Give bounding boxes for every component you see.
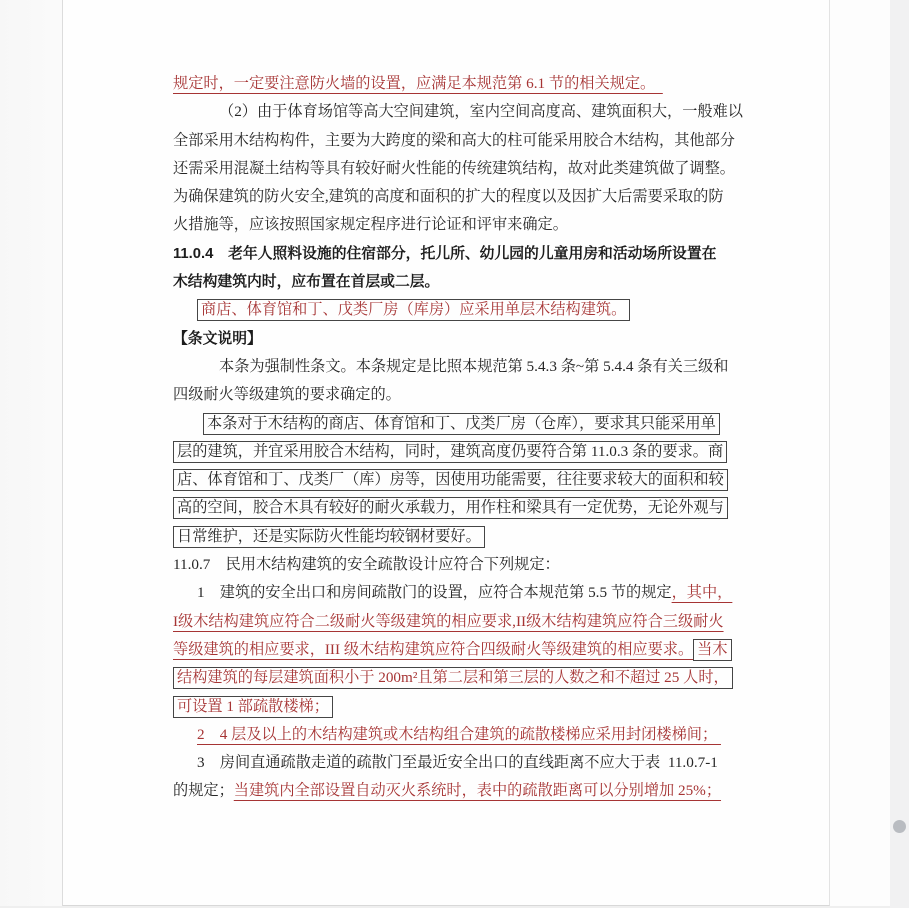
doc-line	[173, 749, 745, 777]
scrollbar-thumb[interactable]	[893, 820, 906, 833]
body-text-segment: 层的建筑，并宜采用胶合木结构，同时，建筑高度仍要符合第 11.0.3 条的要求。商	[173, 441, 727, 463]
body-text-segment: 店、体育馆和丁、戊类厂（库）房等，因使用功能需要，往往要求较大的面积和较	[173, 469, 728, 491]
body-text-segment: 本条为强制性条文。本条规定是比照本规范第 5.4.3 条~第 5.4.4 条有关三级和	[219, 357, 729, 375]
revision-text-segment: 2 4 层及以上的木结构建筑或木结构组合建筑的疏散楼梯应采用封闭楼梯间；	[197, 725, 721, 743]
revision-text-segment: 规定时，一定要注意防火墙的设置，应满足本规范第 6.1 节的相关规定。	[173, 75, 663, 92]
doc-line	[173, 636, 745, 664]
body-text-segment: 【条文说明】	[173, 330, 262, 347]
body-text-segment: 高的空间，胶合木具有较好的耐火承载力，用作柱和梁具有一定优势，无论外观与	[173, 497, 728, 519]
body-text-segment: 为确保建筑的防火安全,建筑的高度和面积的扩大的程度以及因扩大后需要采取的防	[173, 188, 724, 206]
doc-line	[173, 664, 745, 692]
doc-line	[173, 183, 745, 211]
body-text-segment: 本条对于木结构的商店、体育馆和丁、戊类厂房（仓库），要求其只能采用单	[203, 413, 720, 435]
scrollbar-track[interactable]	[890, 0, 909, 908]
revision-text-segment: 商店、体育馆和丁、戊类厂房（库房）应采用单层木结构建筑。	[197, 299, 630, 321]
doc-line	[173, 608, 745, 636]
body-text-segment: 四级耐火等级建筑的要求确定的。	[173, 386, 401, 404]
revision-text-segment: ，其中，	[671, 584, 733, 602]
revision-text-segment: 可设置 1 部疏散楼梯；	[173, 696, 333, 718]
revision-text-segment: 当木	[693, 639, 731, 661]
doc-line	[173, 551, 745, 579]
doc-line	[173, 211, 745, 239]
doc-line	[173, 494, 745, 522]
body-text-segment: 还需采用混凝土结构等具有较好耐火性能的传统建筑结构，故对此类建筑做了调整。	[173, 159, 735, 177]
revision-text-segment: 结构建筑的每层建筑面积小于 200m²且第二层和第三层的人数之和不超过 25 人时，	[173, 667, 733, 689]
body-text-segment: 全部采用木结构构件，主要为大跨度的梁和高大的柱可能采用胶合木结构，其他部分	[173, 131, 735, 149]
doc-line	[173, 70, 745, 98]
body-text-segment: （2）由于体育场馆等高大空间建筑，室内空间高度高、建筑面积大，一般难以	[219, 103, 743, 121]
doc-line	[173, 268, 745, 296]
doc-line	[173, 325, 745, 353]
doc-line	[173, 353, 745, 381]
doc-line	[173, 693, 745, 721]
doc-line	[173, 240, 745, 268]
body-text-segment: 的规定；	[173, 782, 234, 800]
doc-line	[173, 579, 745, 607]
body-text-segment: 11.0.4 老年人照料设施的住宿部分，托儿所、幼儿园的儿童用房和活动场所设置在	[173, 245, 717, 262]
revision-text-segment: I级木结构建筑应符合二级耐火等级建筑的相应要求,II级木结构建筑应符合三级耐火	[173, 612, 724, 630]
doc-line	[173, 127, 745, 155]
doc-line	[173, 777, 745, 805]
doc-line	[173, 466, 745, 494]
doc-line	[173, 296, 745, 324]
doc-line	[173, 721, 745, 749]
body-text-segment: 11.0.7 民用木结构建筑的安全疏散设计应符合下列规定：	[173, 556, 560, 574]
body-text-segment: 木结构建筑内时，应布置在首层或二层。	[173, 274, 440, 291]
doc-line	[173, 410, 745, 438]
body-text-segment: 火措施等，应该按照国家规定程序进行论证和评审来确定。	[173, 216, 568, 234]
document-page	[62, 0, 830, 906]
body-text-segment: 日常维护，还是实际防火性能均较钢材要好。	[173, 526, 485, 548]
revision-text-segment: 当建筑内全部设置自动灭火系统时，表中的疏散距离可以分别增加 25%；	[233, 782, 722, 800]
doc-line	[173, 523, 745, 551]
body-text-segment: 1 建筑的安全出口和房间疏散门的设置，应符合本规范第 5.5 节的规定	[197, 584, 672, 602]
doc-line	[173, 98, 745, 126]
revision-text-segment: 等级建筑的相应要求，III 级木结构建筑应符合四级耐火等级建筑的相应要求。	[173, 640, 694, 658]
body-text-segment: 3 房间直通疏散走道的疏散门至最近安全出口的直线距离不应大于表 11.0.7-1	[197, 754, 718, 772]
doc-line	[173, 438, 745, 466]
doc-line	[173, 155, 745, 183]
document-content	[173, 70, 745, 806]
doc-line	[173, 381, 745, 409]
